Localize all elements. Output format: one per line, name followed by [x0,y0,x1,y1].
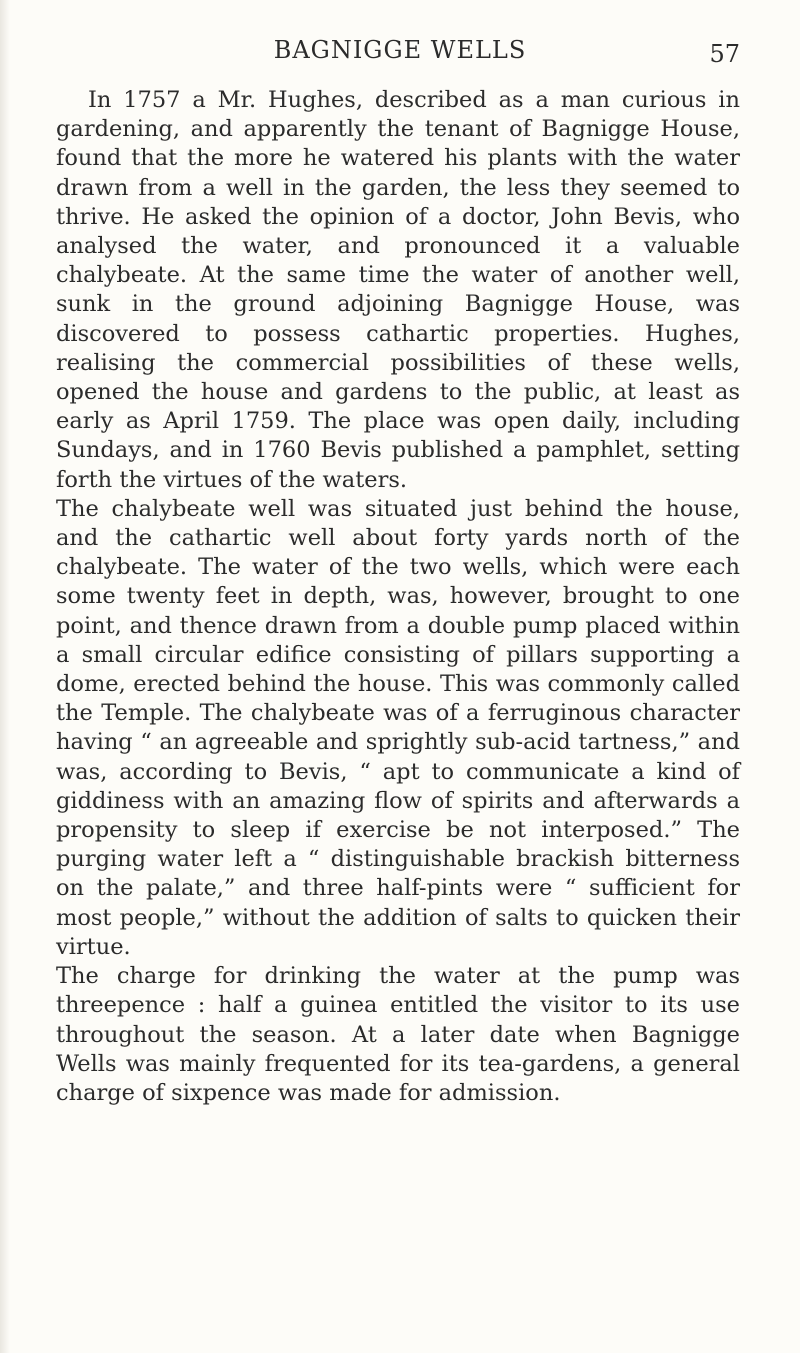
paragraph-1: In 1757 a Mr. Hughes, described as a man curious in gardening, and apparently the tenant of Bagnigge House, found that the more he watered his plants with the water drawn from a well in the garden, the less they seemed to thrive. He asked the opinion of a doctor, John Bevis, who analysed the water, and pronounced it a valuable chalybeate. At the same time the water of another well, sunk in the ground adjoining Bagnigge House, was discovered to possess cathartic properties. Hughes, realising the commercial possibilities of these wells, opened the house and gardens to the public, at least as early as April 1759. The place was open daily, including Sundays, and in 1760 Bevis published a pamphlet, setting forth the virtues of the waters. [56,87,740,493]
page-header [0,34,800,66]
paragraph-3: The charge for drinking the water at the pump was threepence : half a guinea entitled the visitor to its use throughout the season. At a later date when Bagnigge Wells was mainly frequented for its tea-gardens, a general charge of sixpence was made for admission. [56,963,740,1106]
paragraph-2: The chalybeate well was situated just behind the house, and the cathartic well about forty yards north of the chalybeate. The water of the two wells, which were each some twenty feet in depth, was, however, brought to one point, and thence drawn from a double pump placed within a small circular edifice consisting of pillars supporting a dome, erected behind the house. This was commonly called the Temple. The chalybeate was of a ferruginous character having “ an agreeable and sprightly sub-acid tartness,” and was, according to Bevis, “ apt to communicate a kind of giddiness with an amazing flow of spirits and afterwards a propensity to sleep if exercise be not interposed.” The purging water left a “ distinguishable brackish bitterness on the palate,” and three half-pints were “ sufficient for most people,” without the addition of salts to quicken their virtue. [56,495,740,960]
body-text [56,86,740,1108]
page-number: 57 [709,40,740,68]
page-gutter [0,0,10,1353]
running-title: BAGNIGGE WELLS [273,36,527,64]
